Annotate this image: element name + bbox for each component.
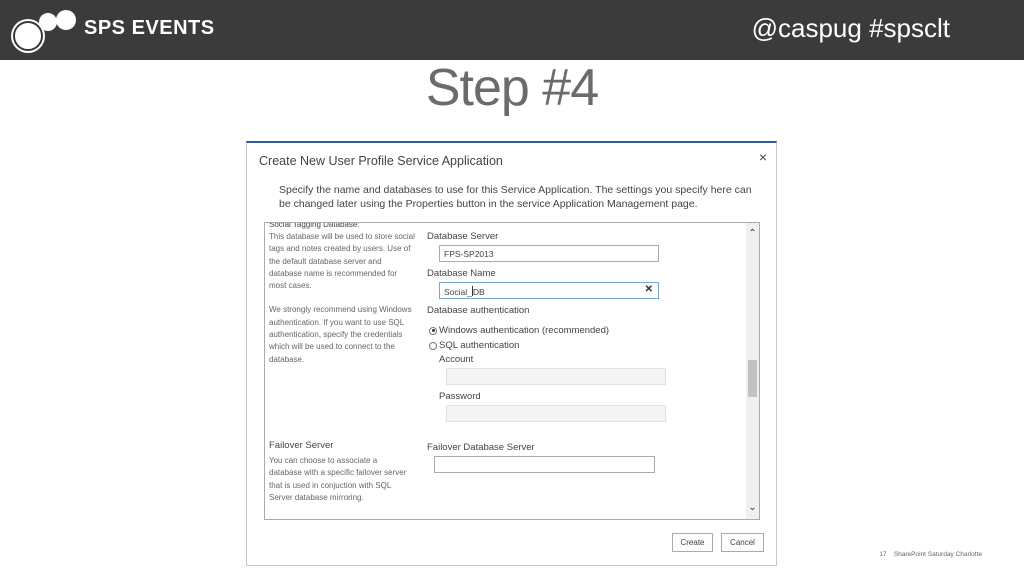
db-name-label: Database Name (427, 268, 496, 279)
password-input[interactable] (446, 405, 666, 422)
cancel-button[interactable]: Cancel (721, 533, 764, 552)
event-hashtag: @caspug #spsclt (751, 13, 950, 43)
chevron-up-icon[interactable]: ⌃ (748, 228, 757, 239)
page-number: 17 (879, 551, 887, 558)
password-label: Password (439, 391, 481, 402)
social-db-help (269, 222, 415, 378)
clear-icon[interactable]: ✕ (644, 284, 653, 295)
failover-db-input[interactable] (434, 456, 655, 473)
windows-auth-option[interactable] (429, 325, 609, 336)
sql-auth-radio[interactable] (429, 342, 437, 350)
failover-heading: Failover Server (269, 440, 334, 451)
sql-auth-label: SQL authentication (439, 340, 520, 351)
windows-auth-radio[interactable] (429, 327, 437, 335)
windows-auth-label: Windows authentication (recommended) (439, 325, 610, 336)
slide-footer (879, 551, 982, 558)
sps-logo-icon (8, 6, 80, 54)
dialog-title: Create New User Profile Service Application (259, 154, 503, 168)
account-label: Account (439, 354, 474, 365)
sql-auth-option[interactable] (429, 340, 519, 351)
db-name-value-part1: Social_ (444, 287, 472, 297)
chevron-down-icon[interactable]: ⌄ (748, 502, 757, 513)
create-button[interactable]: Create (672, 533, 713, 552)
account-input[interactable] (446, 368, 666, 385)
social-db-desc: This database will be used to store social tags and notes created by users. Use of the default database server and database name is recommended for most cases. (269, 232, 415, 291)
dialog-description: Specify the name and databases to use for this Service Application. The settings you specify here can be changed later using the Properties button in the service Application Management page. (279, 184, 752, 210)
failover-db-label: Failover Database Server (427, 442, 535, 453)
social-db-heading: Social Tagging Database: (269, 222, 360, 229)
close-icon[interactable]: × (758, 149, 767, 165)
brand-name: SPS EVENTS (84, 17, 215, 39)
db-name-value-part2: DB (472, 287, 485, 297)
db-server-input[interactable]: FPS-SP2013 (439, 245, 659, 262)
db-server-label: Database Server (427, 231, 499, 242)
db-auth-label: Database authentication (427, 305, 530, 316)
slide-title: Step #4 (425, 59, 599, 117)
form-scroll-area (264, 222, 760, 520)
auth-recommendation: We strongly recommend using Windows authentication. If you want to use SQL authentication, specify the credentials which will be used to connect to the database. (269, 305, 412, 364)
header-banner (0, 0, 1024, 60)
create-service-app-dialog (246, 141, 777, 566)
scrollbar[interactable] (746, 223, 759, 519)
footer-label: SharePoint Saturday Charlotte (893, 551, 982, 558)
scrollbar-thumb[interactable] (748, 360, 757, 397)
db-name-input[interactable] (439, 282, 659, 299)
failover-desc: You can choose to associate a database with a specific failover server that is used in conjuction with SQL Server database mirroring. (269, 456, 407, 502)
